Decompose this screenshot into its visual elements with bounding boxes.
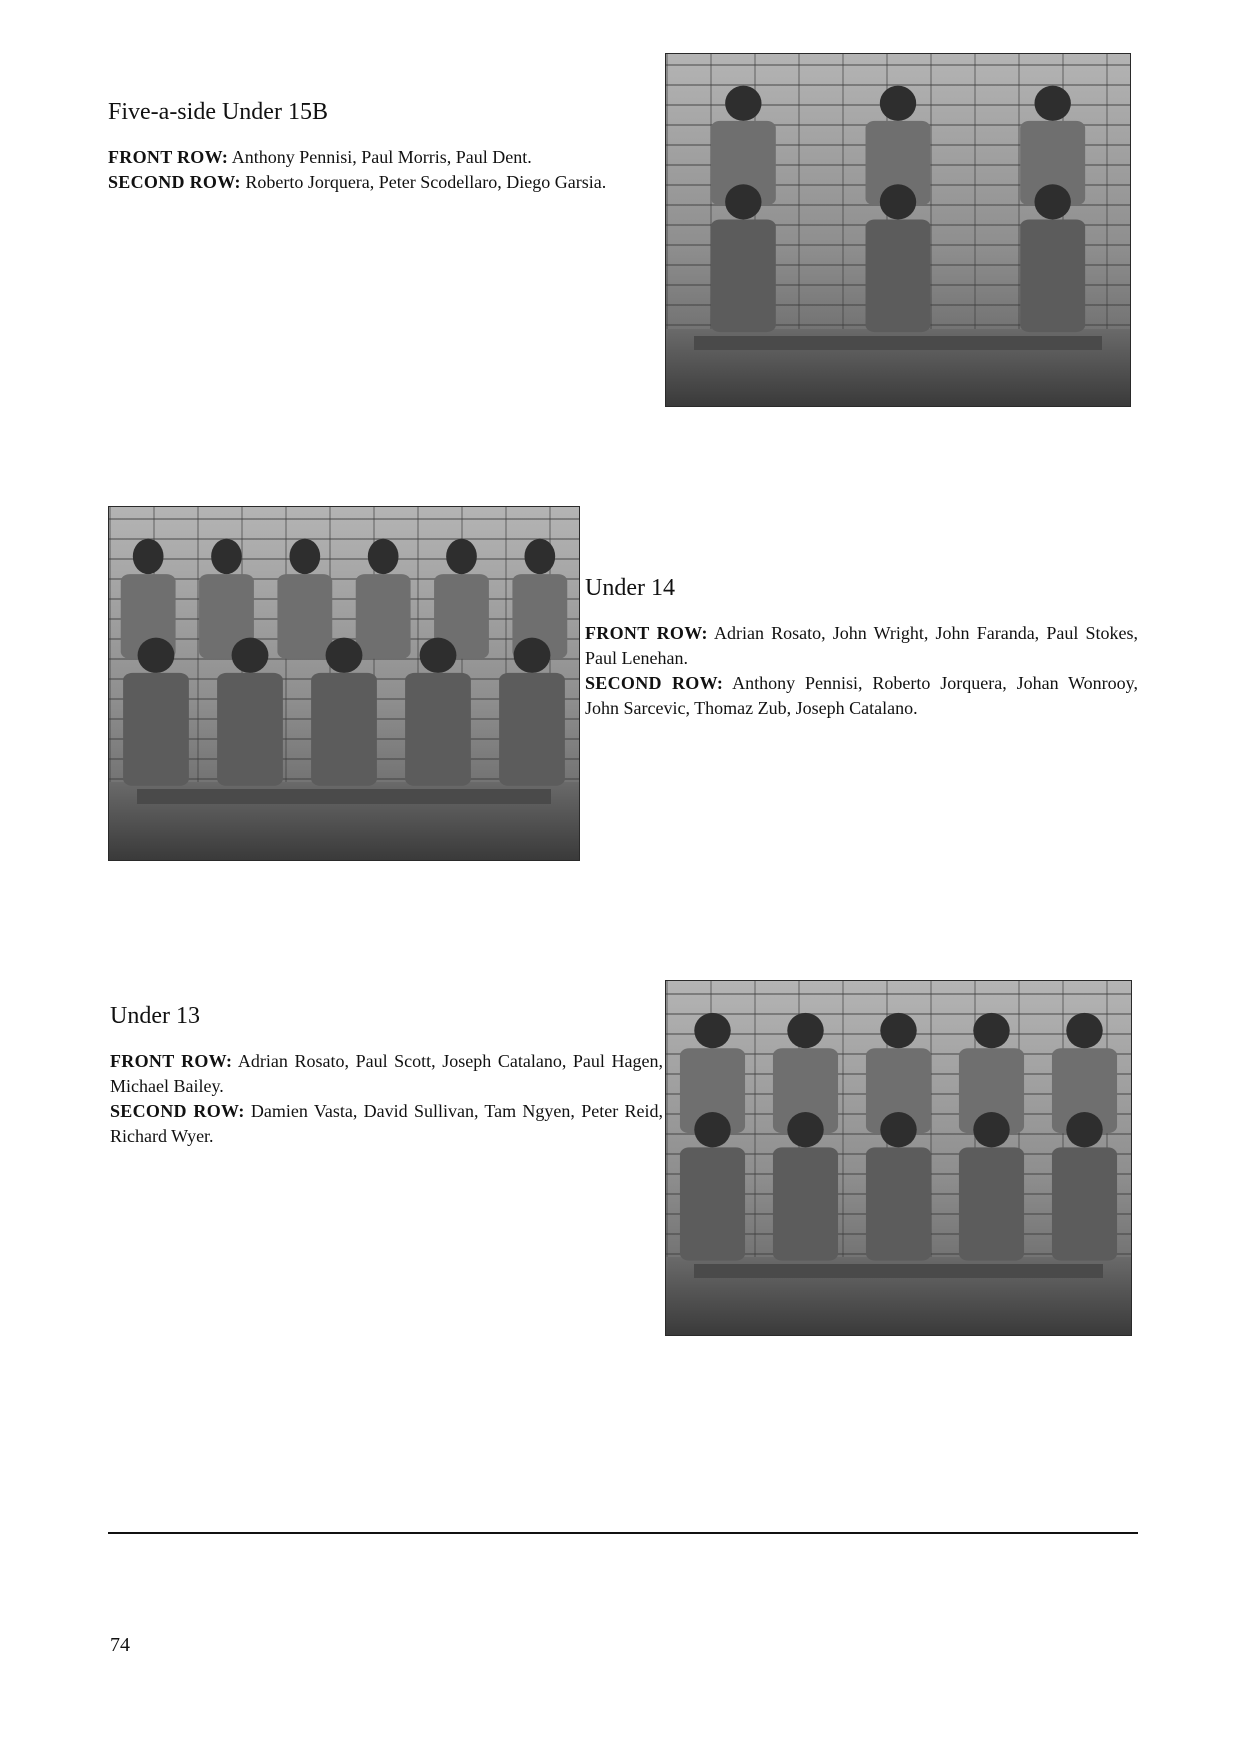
front-row-player-body bbox=[123, 673, 189, 786]
players-silhouettes bbox=[109, 507, 579, 860]
team-caption bbox=[108, 145, 661, 195]
second-row-names: Anthony Pennisi, Roberto Jorquera, Johan Wonrooy, John Sarcevic, Thomaz Zub, Joseph Catalano. bbox=[585, 672, 1138, 718]
back-row-player-head bbox=[973, 1013, 1009, 1048]
front-row-player-head bbox=[725, 184, 761, 219]
back-row-player-head bbox=[787, 1013, 823, 1048]
front-row-player-head bbox=[1066, 1112, 1102, 1147]
front-row-player-head bbox=[326, 638, 363, 673]
back-row-player-head bbox=[1034, 86, 1070, 121]
front-row-player-body bbox=[773, 1147, 838, 1260]
back-row-player-head bbox=[1066, 1013, 1102, 1048]
second-row-label: SECOND ROW: bbox=[110, 1100, 245, 1121]
players-silhouettes bbox=[666, 981, 1131, 1335]
back-row-player-head bbox=[880, 86, 916, 121]
front-row-player-body bbox=[217, 673, 283, 786]
players-silhouettes bbox=[666, 54, 1130, 406]
back-row-player-body bbox=[356, 574, 411, 659]
second-row-label: SECOND ROW: bbox=[108, 171, 241, 192]
front-row-player-head bbox=[514, 638, 551, 673]
second-row-label: SECOND ROW: bbox=[585, 672, 724, 693]
front-row-label: FRONT ROW: bbox=[108, 146, 229, 167]
front-row-player-body bbox=[711, 219, 776, 332]
back-row-player-head bbox=[289, 539, 320, 574]
front-row-player-body bbox=[1020, 219, 1085, 332]
section-under-14 bbox=[585, 574, 1138, 721]
front-row-player-head bbox=[232, 638, 269, 673]
section-title: Under 13 bbox=[110, 1003, 200, 1029]
back-row-player-head bbox=[694, 1013, 730, 1048]
back-row-player-head bbox=[524, 539, 555, 574]
front-row-player-head bbox=[420, 638, 457, 673]
back-row-player-head bbox=[211, 539, 242, 574]
front-row-names: Adrian Rosato, Paul Scott, Joseph Catalano, Paul Hagen, Michael Bailey. bbox=[110, 1050, 663, 1096]
front-row-player-body bbox=[959, 1147, 1024, 1260]
front-row-label: FRONT ROW: bbox=[585, 622, 708, 643]
section-title: Under 14 bbox=[585, 575, 675, 601]
front-row-player-body bbox=[405, 673, 471, 786]
front-row-player-body bbox=[866, 1147, 931, 1260]
team-caption bbox=[585, 621, 1138, 721]
team-photo-five-a-side-under-15b bbox=[665, 53, 1131, 407]
section-under-13 bbox=[110, 1002, 663, 1149]
front-row-player-body bbox=[311, 673, 377, 786]
team-photo-under-13 bbox=[665, 980, 1132, 1336]
second-row-names: Roberto Jorquera, Peter Scodellaro, Diego Garsia. bbox=[245, 171, 607, 192]
page-number: 74 bbox=[110, 1634, 130, 1656]
front-row-player-head bbox=[880, 184, 916, 219]
back-row-player-body bbox=[277, 574, 332, 659]
back-row-player-head bbox=[880, 1013, 916, 1048]
back-row-player-head bbox=[446, 539, 477, 574]
team-photo-under-14 bbox=[108, 506, 580, 861]
front-row-player-head bbox=[973, 1112, 1009, 1147]
front-row-label: FRONT ROW: bbox=[110, 1050, 233, 1071]
front-row-player-body bbox=[1052, 1147, 1117, 1260]
front-row-player-head bbox=[1034, 184, 1070, 219]
front-row-names: Adrian Rosato, John Wright, John Faranda, Paul Stokes, Paul Lenehan. bbox=[585, 622, 1138, 668]
footer-rule bbox=[108, 1532, 1138, 1534]
back-row-player-head bbox=[725, 86, 761, 121]
second-row-names: Damien Vasta, David Sullivan, Tam Ngyen, Peter Reid, Richard Wyer. bbox=[110, 1100, 663, 1146]
section-title: Five-a-side Under 15B bbox=[108, 99, 328, 125]
back-row-player-head bbox=[368, 539, 399, 574]
front-row-player-body bbox=[499, 673, 565, 786]
section-five-a-side-under-15b bbox=[108, 98, 661, 195]
front-row-player-body bbox=[866, 219, 931, 332]
front-row-player-head bbox=[787, 1112, 823, 1147]
front-row-player-head bbox=[880, 1112, 916, 1147]
front-row-names: Anthony Pennisi, Paul Morris, Paul Dent. bbox=[231, 146, 532, 167]
front-row-player-body bbox=[680, 1147, 745, 1260]
front-row-player-head bbox=[138, 638, 175, 673]
back-row-player-head bbox=[133, 539, 164, 574]
team-caption bbox=[110, 1049, 663, 1149]
front-row-player-head bbox=[694, 1112, 730, 1147]
